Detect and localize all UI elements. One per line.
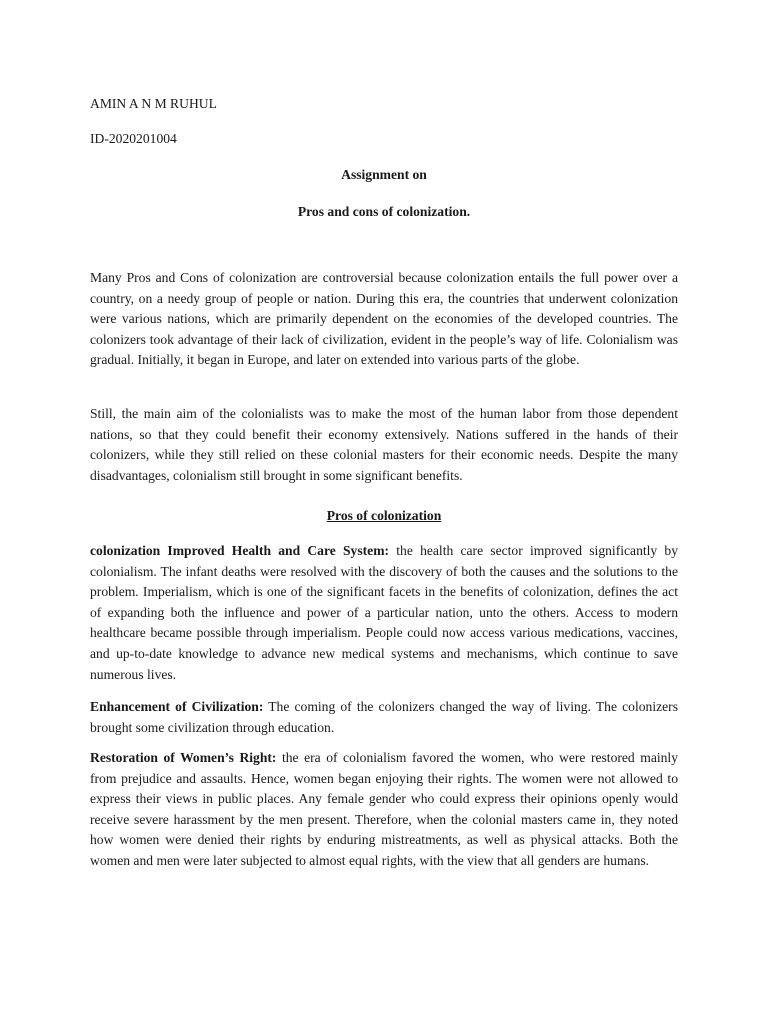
intro-paragraph-2: Still, the main aim of the colonialists was to make the most of the human labor from those dependent nations, so that they could benefit their economy extensively. Nations suffered in the hands of their colonizers, while they still relied on these colonial masters for their economic needs. Despite the many disadvantages, colonialism still brought in some significant benefits. <box>90 406 678 483</box>
pros-item-civilization <box>90 697 678 738</box>
pros-item-health <box>90 541 678 685</box>
student-id: ID-2020201004 <box>90 131 177 146</box>
pros-section-heading: Pros of colonization <box>326 508 442 523</box>
pros-item-womens-rights-text: the era of colonialism favored the women, who were restored mainly from prejudice and assaults. Hence, women began enjoying their rights. The women were not allowed to express their views in public places. Any female gender who could express their opinions openly would receive severe harassment by the men present. Therefore, when the colonial masters came in, they noted how women were denied their rights by enduring mistreatments, as well as physical attacks. Both the women and men were later subjected to almost equal rights, with the view that all genders are humans. <box>90 750 678 868</box>
intro-paragraph-1: Many Pros and Cons of colonization are controversial because colonization entails the full power over a country, on a needy group of people or nation. During this era, the countries that underwent colonization were various nations, which are primarily dependent on the economies of the developed countries. The colonizers took advantage of their lack of civilization, evident in the people’s way of life. Colonialism was gradual. Initially, it began in Europe, and later on extended into various parts of the globe. <box>90 270 678 368</box>
pros-item-health-text: the health care sector improved significantly by colonialism. The infant deaths were resolved with the discovery of both the causes and the solutions to the problem. Imperialism, which is one of the significant facets in the benefits of colonization, defines the act of expanding both the influence and power of a particular nation, unto the others. Access to modern healthcare became possible through imperialism. People could now access various medications, vaccines, and up-to-date knowledge to advance new medical systems and mechanisms, which continue to save numerous lives. <box>90 543 679 682</box>
pros-item-civilization-lead: Enhancement of Civilization: <box>90 699 264 714</box>
pros-item-health-lead: colonization Improved Health and Care System: <box>90 543 390 558</box>
pros-item-womens-rights <box>90 748 678 872</box>
assignment-title: Assignment on <box>341 167 427 182</box>
pros-item-civilization-text: The coming of the colonizers changed the way of living. The colonizers brought some civilization through education. <box>90 699 678 735</box>
author-name: AMIN A N M RUHUL <box>90 96 217 111</box>
assignment-subtitle: Pros and cons of colonization. <box>297 204 471 219</box>
pros-item-womens-rights-lead: Restoration of Women’s Right: <box>90 750 277 765</box>
